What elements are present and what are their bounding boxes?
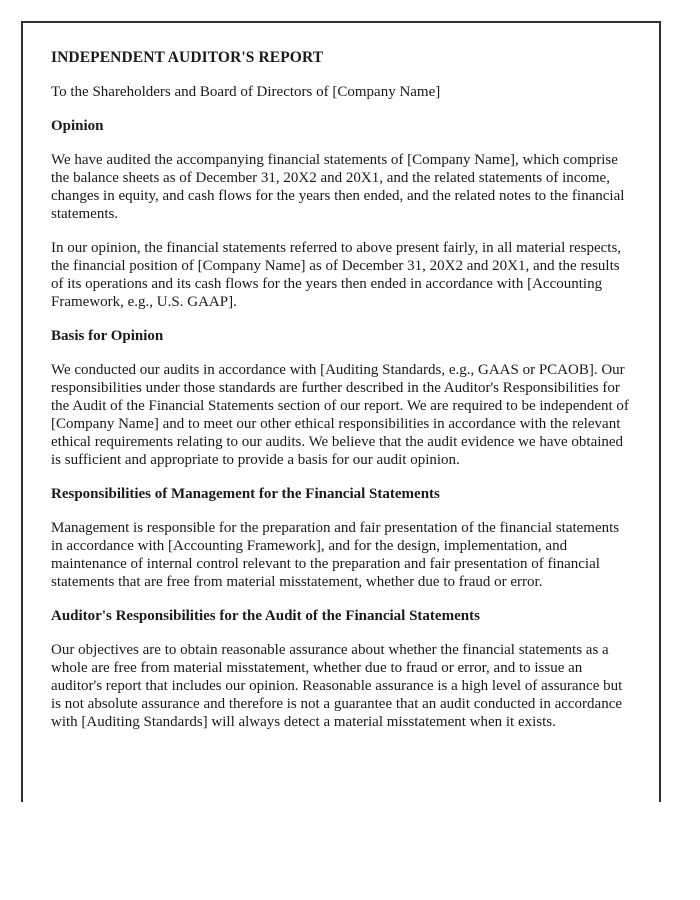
management-responsibilities-paragraph: Management is responsible for the preparation and fair presentation of the financial statements in accordance with [Accounting Framework], and for the design, implementation, and maintenance of internal control relevant to the preparation and fair presentation of financial statements that are free from material misstatement, whether due to fraud or error. — [51, 520, 620, 590]
report-body — [23, 23, 659, 731]
basis-for-opinion-paragraph: We conducted our audits in accordance with [Auditing Standards, e.g., GAAS or PCAOB]. Our responsibilities under those standards are further described in the Auditor's Responsibilities for the Audit of the Financial Statements section of our report. We are required to be independent of [Company Name] and to meet our other ethical responsibilities in accordance with the relevant ethical requirements relating to our audits. We believe that the audit evidence we have obtained is sufficient and appropriate to provide a basis for our audit opinion. — [51, 362, 629, 468]
section-heading-basis-for-opinion: Basis for Opinion — [51, 328, 164, 344]
opinion-paragraph-2: In our opinion, the financial statements referred to above present fairly, in all material respects, the financial position of [Company Name] as of December 31, 20X2 and 20X1, and the results of its operations and its cash flows for the years then ended in accordance with [Accounting Framework, e.g., U.S. GAAP]. — [51, 240, 622, 310]
report-title: INDEPENDENT AUDITOR'S REPORT — [51, 49, 324, 66]
section-heading-management-responsibilities: Responsibilities of Management for the Financial Statements — [51, 486, 440, 502]
section-heading-auditor-responsibilities: Auditor's Responsibilities for the Audit of the Financial Statements — [51, 608, 480, 624]
addressee-line: To the Shareholders and Board of Directors of [Company Name] — [51, 84, 441, 100]
auditor-responsibilities-paragraph: Our objectives are to obtain reasonable assurance about whether the financial statements as a whole are free from material misstatement, whether due to fraud or error, and to issue an auditor's report that includes our opinion. Reasonable assurance is a high level of assurance but is not absolute assurance and therefore is not a guarantee that an audit conducted in accordance with [Auditing Standards] will always detect a material misstatement when it exists. — [51, 642, 623, 730]
opinion-paragraph-1: We have audited the accompanying financial statements of [Company Name], which comprise the balance sheets as of December 31, 20X2 and 20X1, and the related statements of income, changes in equity, and cash flows for the years then ended, and the related notes to the financial statements. — [51, 152, 625, 222]
section-heading-opinion: Opinion — [51, 118, 104, 134]
page-border-frame — [21, 21, 661, 802]
